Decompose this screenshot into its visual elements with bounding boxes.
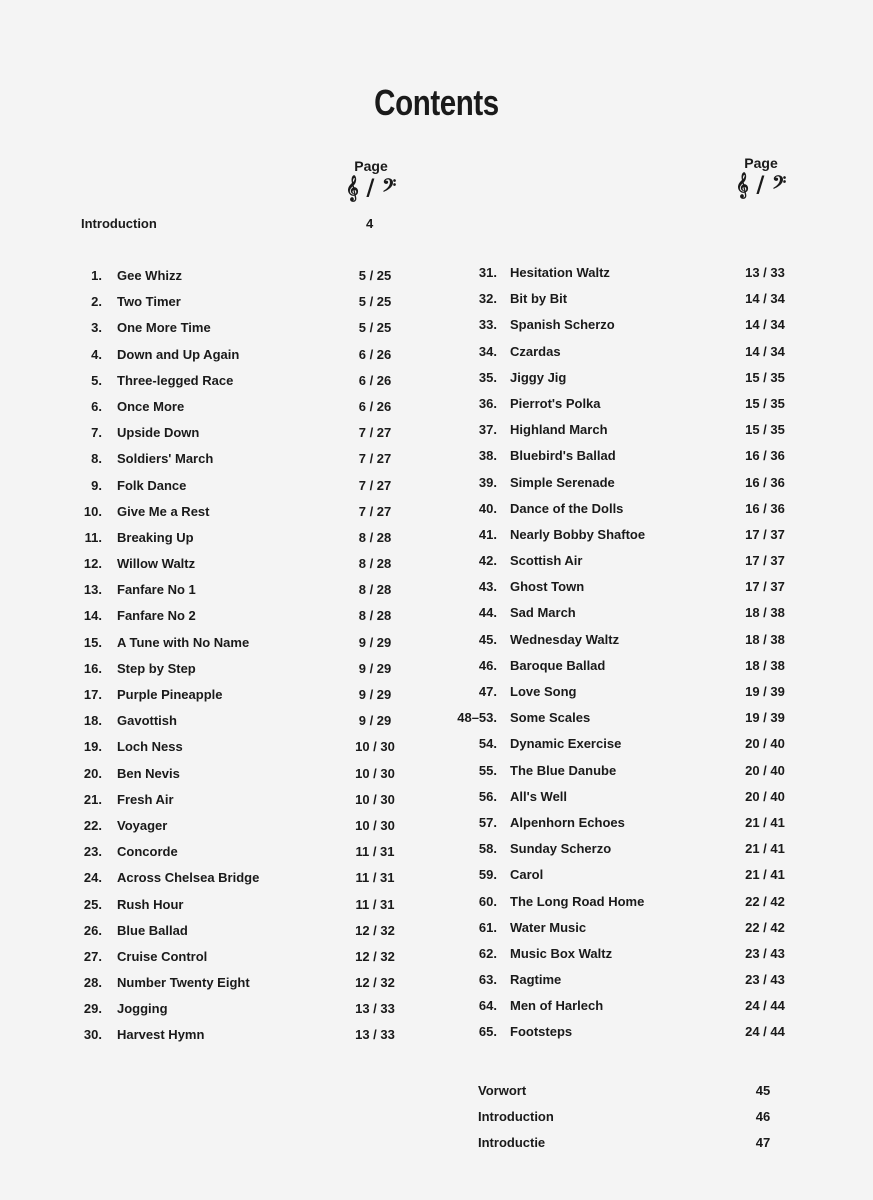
entry-title: Jogging [117,1001,168,1017]
entry-title: Across Chelsea Bridge [117,870,260,886]
entry-title: Once More [117,398,185,414]
entry-title: Bluebird's Ballad [510,448,616,464]
entry-title: Music Box Waltz [510,945,613,961]
entry-title: Highland March [510,422,608,438]
entry-title: Fresh Air [117,791,174,807]
entry-pages: 13 / 33 [355,1027,395,1043]
entry-number: 61. [478,919,497,935]
entry-number: 29. [83,1001,102,1017]
entry-number: 44. [478,605,497,621]
entry-number: 37. [478,422,497,438]
entry-title: Voyager [117,817,168,833]
entry-number: 21. [83,791,102,807]
entry-number: 57. [478,814,497,830]
entry-number: 43. [478,579,497,595]
entry-pages: 21 / 41 [745,867,785,883]
entry-pages: 10 / 30 [355,791,395,807]
entry-title: Concorde [117,844,178,860]
entry-pages: 11 / 31 [355,896,395,912]
entry-number: 6. [91,398,102,414]
entry-number: 15. [83,634,102,650]
clef-icons: 𝄞 / 𝄢 [735,172,787,198]
entry-pages: 9 / 29 [358,660,392,676]
entry-pages: 9 / 29 [358,687,392,702]
entry-title: Gavottish [117,713,177,729]
entry-pages: 10 / 30 [355,817,395,833]
entry-pages: 6 / 26 [358,372,392,388]
page-header-label: Page [744,155,778,171]
entry-pages: 47 [755,1135,771,1151]
entry-title: Number Twenty Eight [117,975,250,991]
entry-title: Rush Hour [117,896,184,912]
right-page-column-header [731,155,791,197]
entry-number: 23. [83,844,102,860]
entry-number: 4. [91,346,102,362]
entry-pages: 12 / 32 [355,948,395,964]
entry-number: 17. [83,687,102,702]
entry-number: 47. [478,684,497,699]
entry-pages: 7 / 27 [358,425,392,441]
entry-title: Alpenhorn Echoes [510,814,625,830]
entry-number: 41. [478,526,497,542]
entry-number: 13. [83,582,102,598]
entry-title: Willow Waltz [117,556,196,572]
entry-title: Nearly Bobby Shaftoe [510,526,646,542]
entry-number: 34. [478,343,497,359]
entry-pages: 24 / 44 [745,998,785,1014]
entry-title: All's Well [510,788,568,804]
entry-number: 19. [83,739,102,755]
entry-number: 36. [478,395,497,411]
entry-pages: 13 / 33 [355,1001,395,1017]
entry-pages: 20 / 40 [745,762,785,778]
entry-pages: 14 / 34 [745,317,785,333]
entry-title: Hesitation Waltz [510,265,610,280]
entry-pages: 7 / 27 [358,451,392,467]
entry-number: 28. [83,975,102,991]
entry-title: The Long Road Home [510,893,645,909]
entry-number: 59. [478,867,497,883]
entry-pages: 20 / 40 [745,788,785,804]
page-title: Contents [374,82,499,123]
entry-pages: 5 / 25 [358,294,392,310]
entry-pages: 8 / 28 [358,608,392,624]
entry-title: Carol [510,867,544,883]
entry-number: 56. [478,788,497,804]
entry-title: Introduction [478,1109,554,1125]
page-header-label: Page [354,158,388,174]
entry-number: 45. [478,631,497,647]
entry-number: 25. [83,896,102,912]
entry-number: 35. [478,369,497,385]
entry-pages: 14 / 34 [745,343,785,359]
entry-pages: 15 / 35 [745,369,785,385]
appendix-entry [478,1109,798,1135]
entry-pages: 12 / 32 [355,922,395,938]
entry-title: The Blue Danube [510,762,617,778]
entry-title: Wednesday Waltz [510,631,620,647]
entry-title: Vorwort [478,1083,527,1098]
entry-number: 60. [478,893,497,909]
clef-icons: 𝄞 / 𝄢 [345,175,397,201]
entry-title: Cruise Control [117,948,208,964]
entry-number: 11. [84,529,102,545]
entry-number: 33. [478,317,497,333]
appendix-entry [478,1083,798,1109]
entry-number: 62. [478,945,497,961]
entry-number: 20. [83,765,102,781]
entry-number: 26. [83,922,102,938]
entry-title: Sad March [510,605,576,621]
entry-pages: 8 / 28 [358,582,392,598]
entry-number: 39. [478,474,497,490]
introduction-page: 4 [366,216,374,231]
entry-title: Sunday Scherzo [510,841,612,857]
entry-number: 27. [83,948,102,964]
entry-pages: 45 [755,1083,771,1098]
entry-title: Scottish Air [510,553,583,569]
entry-pages: 17 / 37 [745,526,785,542]
entry-title: Down and Up Again [117,346,240,362]
entry-number: 16. [83,660,102,676]
entry-pages: 11 / 31 [355,870,395,886]
entry-number: 18. [83,713,102,729]
entry-pages: 19 / 39 [745,684,785,699]
entry-title: Purple Pineapple [117,687,223,702]
entry-number: 2. [91,294,102,310]
entry-title: Simple Serenade [510,474,615,490]
entry-number: 24. [83,870,102,886]
entry-pages: 23 / 43 [745,945,785,961]
introduction-label: Introduction [81,216,157,231]
entry-number: 10. [83,503,102,519]
entry-title: Some Scales [510,710,591,726]
entry-title: Czardas [510,343,561,359]
entry-title: Dance of the Dolls [510,500,624,516]
entry-pages: 15 / 35 [745,422,785,438]
entry-pages: 9 / 29 [358,634,392,650]
entry-number: 48–53. [457,710,497,726]
entry-pages: 20 / 40 [745,736,785,752]
entry-title: Fanfare No 1 [117,582,196,598]
entry-title: Water Music [510,919,587,935]
entry-title: Introductie [478,1135,546,1151]
entry-pages: 19 / 39 [745,710,785,726]
entry-title: A Tune with No Name [117,634,250,650]
entry-number: 46. [478,657,497,673]
entry-title: Soldiers' March [117,451,214,467]
entry-title: Blue Ballad [117,922,188,938]
entry-pages: 10 / 30 [355,739,395,755]
entry-title: Fanfare No 2 [117,608,196,624]
entry-number: 54. [478,736,497,752]
entry-pages: 17 / 37 [745,579,785,595]
entry-number: 22. [83,817,102,833]
entry-title: Bit by Bit [510,291,568,307]
entry-pages: 12 / 32 [355,975,395,991]
entry-title: Pierrot's Polka [510,395,601,411]
entry-pages: 6 / 26 [358,398,392,414]
entry-title: One More Time [117,320,211,336]
entry-pages: 13 / 33 [745,265,785,280]
entry-title: Three-legged Race [117,372,234,388]
entry-pages: 9 / 29 [358,713,392,729]
entry-title: Love Song [510,684,577,699]
entry-pages: 6 / 26 [358,346,392,362]
appendix-entry [478,1135,798,1161]
entry-pages: 7 / 27 [358,503,392,519]
entry-number: 63. [478,972,497,988]
appendix-list [478,1083,798,1162]
entry-title: Two Timer [117,294,181,310]
entry-number: 38. [478,448,497,464]
entry-pages: 15 / 35 [745,395,785,411]
entry-pages: 5 / 25 [358,320,392,336]
entry-pages: 8 / 28 [358,556,392,572]
entry-number: 1. [91,268,102,283]
entry-pages: 18 / 38 [745,657,785,673]
entry-number: 14. [83,608,102,624]
entry-pages: 22 / 42 [745,919,785,935]
entry-pages: 16 / 36 [745,474,785,490]
entry-number: 58. [478,841,497,857]
entry-number: 40. [478,500,497,516]
entry-title: Folk Dance [117,477,187,493]
entry-title: Spanish Scherzo [510,317,615,333]
entry-title: Upside Down [117,425,200,441]
entry-title: Give Me a Rest [117,503,210,519]
entry-pages: 18 / 38 [745,605,785,621]
entry-pages: 46 [755,1109,771,1125]
entry-pages: 14 / 34 [745,291,785,307]
entry-number: 7. [91,425,102,441]
entry-number: 9. [91,477,102,493]
left-page-column-header [341,158,401,200]
entry-title: Ragtime [510,972,562,988]
entry-number: 5. [91,372,102,388]
entry-pages: 8 / 28 [358,529,392,545]
entry-title: Harvest Hymn [117,1027,205,1043]
entry-title: Men of Harlech [510,998,604,1014]
entry-pages: 10 / 30 [355,765,395,781]
entry-pages: 21 / 41 [745,841,785,857]
entry-pages: 22 / 42 [745,893,785,909]
entry-pages: 11 / 31 [355,844,395,860]
entry-number: 64. [478,998,497,1014]
entry-title: Loch Ness [117,739,183,755]
entry-number: 31. [478,265,497,280]
entry-title: Baroque Ballad [510,657,606,673]
entry-title: Gee Whizz [117,268,183,283]
entry-number: 3. [91,320,102,336]
entry-title: Jiggy Jig [510,369,567,385]
entry-pages: 16 / 36 [745,448,785,464]
entry-number: 30. [83,1027,102,1043]
entry-number: 65. [478,1024,497,1040]
entry-number: 55. [478,762,497,778]
entry-pages: 23 / 43 [745,972,785,988]
entry-title: Step by Step [117,660,196,676]
entry-number: 42. [478,553,497,569]
entry-title: Ghost Town [510,579,585,595]
entry-pages: 17 / 37 [745,553,785,569]
entry-title: Footsteps [510,1024,573,1040]
entry-title: Ben Nevis [117,765,180,781]
entry-number: 8. [91,451,102,467]
entry-pages: 16 / 36 [745,500,785,516]
entry-pages: 5 / 25 [358,268,392,283]
entry-pages: 24 / 44 [745,1024,785,1040]
entry-title: Dynamic Exercise [510,736,622,752]
entry-pages: 7 / 27 [358,477,392,493]
entry-pages: 18 / 38 [745,631,785,647]
entry-number: 32. [478,291,497,307]
entry-number: 12. [83,556,102,572]
entry-pages: 21 / 41 [745,814,785,830]
entry-title: Breaking Up [117,529,194,545]
